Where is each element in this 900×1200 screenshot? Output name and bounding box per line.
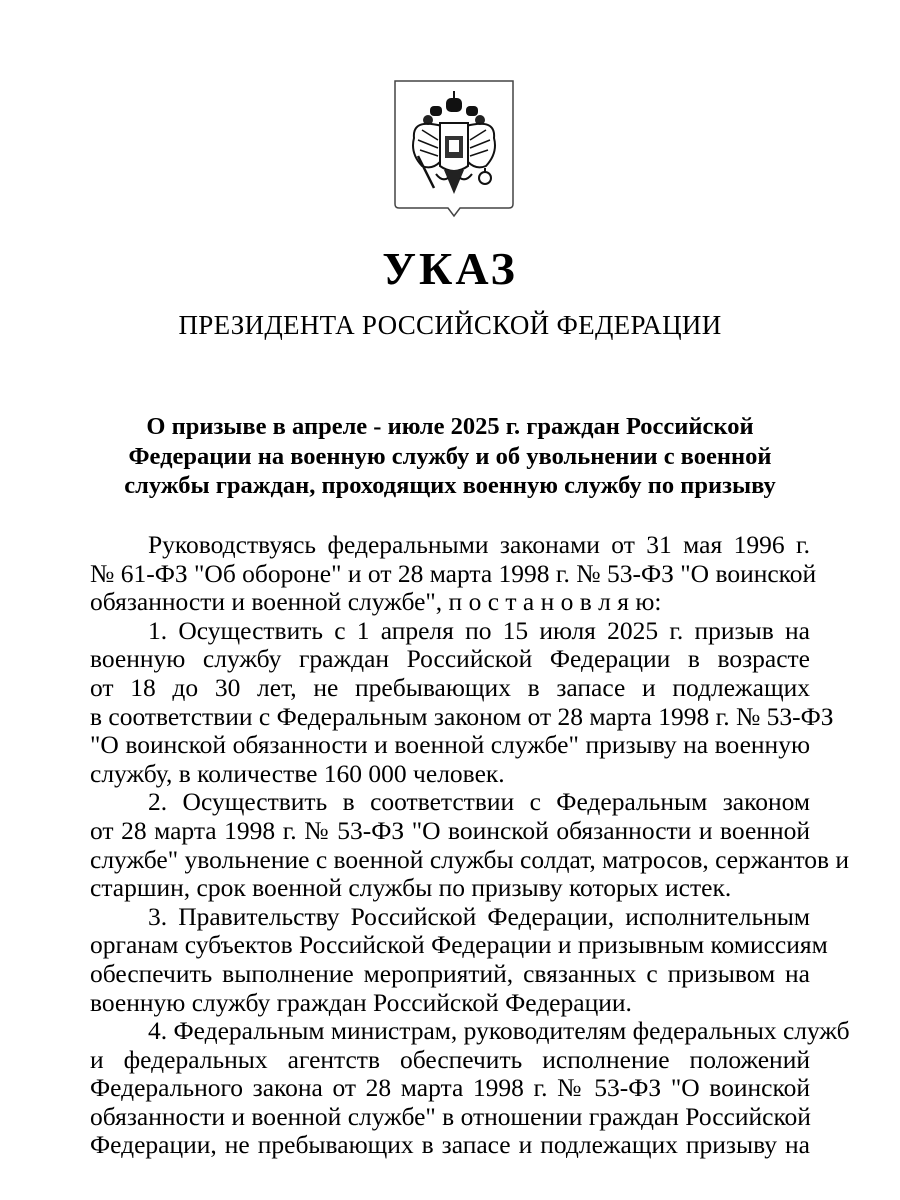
document-subject [120,412,780,501]
paragraph [90,530,817,617]
paragraph-line: обеспечить выполнение мероприятий, связанных с призывом на [90,958,810,988]
paragraph [90,901,828,1017]
subject-line: службы граждан, проходящих военную службу по призыву [124,472,776,499]
paragraph-line: службе" увольнение с военной службы солдат, матросов, сержантов и [90,844,850,874]
coat-of-arms-emblem [392,78,516,220]
paragraph-line: Федерального закона от 28 марта 1998 г. № 53-ФЗ "О воинской [90,1073,810,1103]
paragraph-line: 4. Федеральным министрам, руководителям федеральных служб [148,1016,850,1046]
paragraph-line: 2. Осуществить в соответствии с Федеральным законом [148,787,810,817]
paragraph-line: 3. Правительству Российской Федерации, исполнительным [148,901,810,931]
paragraph-line: Федерации, не пребывающих в запасе и подлежащих призыву на [90,1130,810,1160]
paragraph-line: службу, в количестве 160 000 человек. [90,758,505,788]
subject-line: Федерации на военную службу и об увольнении с военной [128,442,772,470]
paragraph-line: военную службу граждан Российской Федерации в возрасте [90,644,810,674]
paragraph [90,787,850,903]
paragraph-line: № 61-ФЗ "Об обороне" и от 28 марта 1998 г. № 53-ФЗ "О воинской [90,558,817,588]
paragraph-line: обязанности и военной службе" в отношении граждан Российской [90,1101,811,1131]
document-title: УКАЗ [382,243,518,294]
paragraph-line: органам субъектов Российской Федерации и призывным комиссиям [90,930,828,960]
paragraph-line: старшин, срок военной службы по призыву которых истек. [90,873,732,903]
document-subtitle: ПРЕЗИДЕНТА РОССИЙСКОЙ ФЕДЕРАЦИИ [178,310,722,340]
paragraph-line: от 18 до 30 лет, не пребывающих в запасе и подлежащих [90,672,810,702]
paragraph [90,615,834,789]
paragraph-line: и федеральных агентств обеспечить исполнение положений [90,1044,810,1074]
paragraph [90,1016,850,1160]
document-body [90,530,850,1160]
paragraph-line: в соответствии с Федеральным законом от 28 марта 1998 г. № 53-ФЗ [90,701,834,731]
paragraph-line: 1. Осуществить с 1 апреля по 15 июля 2025 г. призыв на [148,615,810,645]
paragraph-line: от 28 марта 1998 г. № 53-ФЗ "О воинской обязанности и военной [90,815,810,845]
paragraph-line: военную службу граждан Российской Федерации. [90,987,632,1017]
paragraph-line: Руководствуясь федеральными законами от 31 мая 1996 г. [148,530,810,559]
paragraph-line: обязанности и военной службе", п о с т а н о в л я ю: [90,587,662,617]
subject-line: О призыве в апреле - июле 2025 г. граждан Российской [146,413,754,440]
paragraph-line: "О воинской обязанности и военной службе" призыву на военную [90,730,810,760]
